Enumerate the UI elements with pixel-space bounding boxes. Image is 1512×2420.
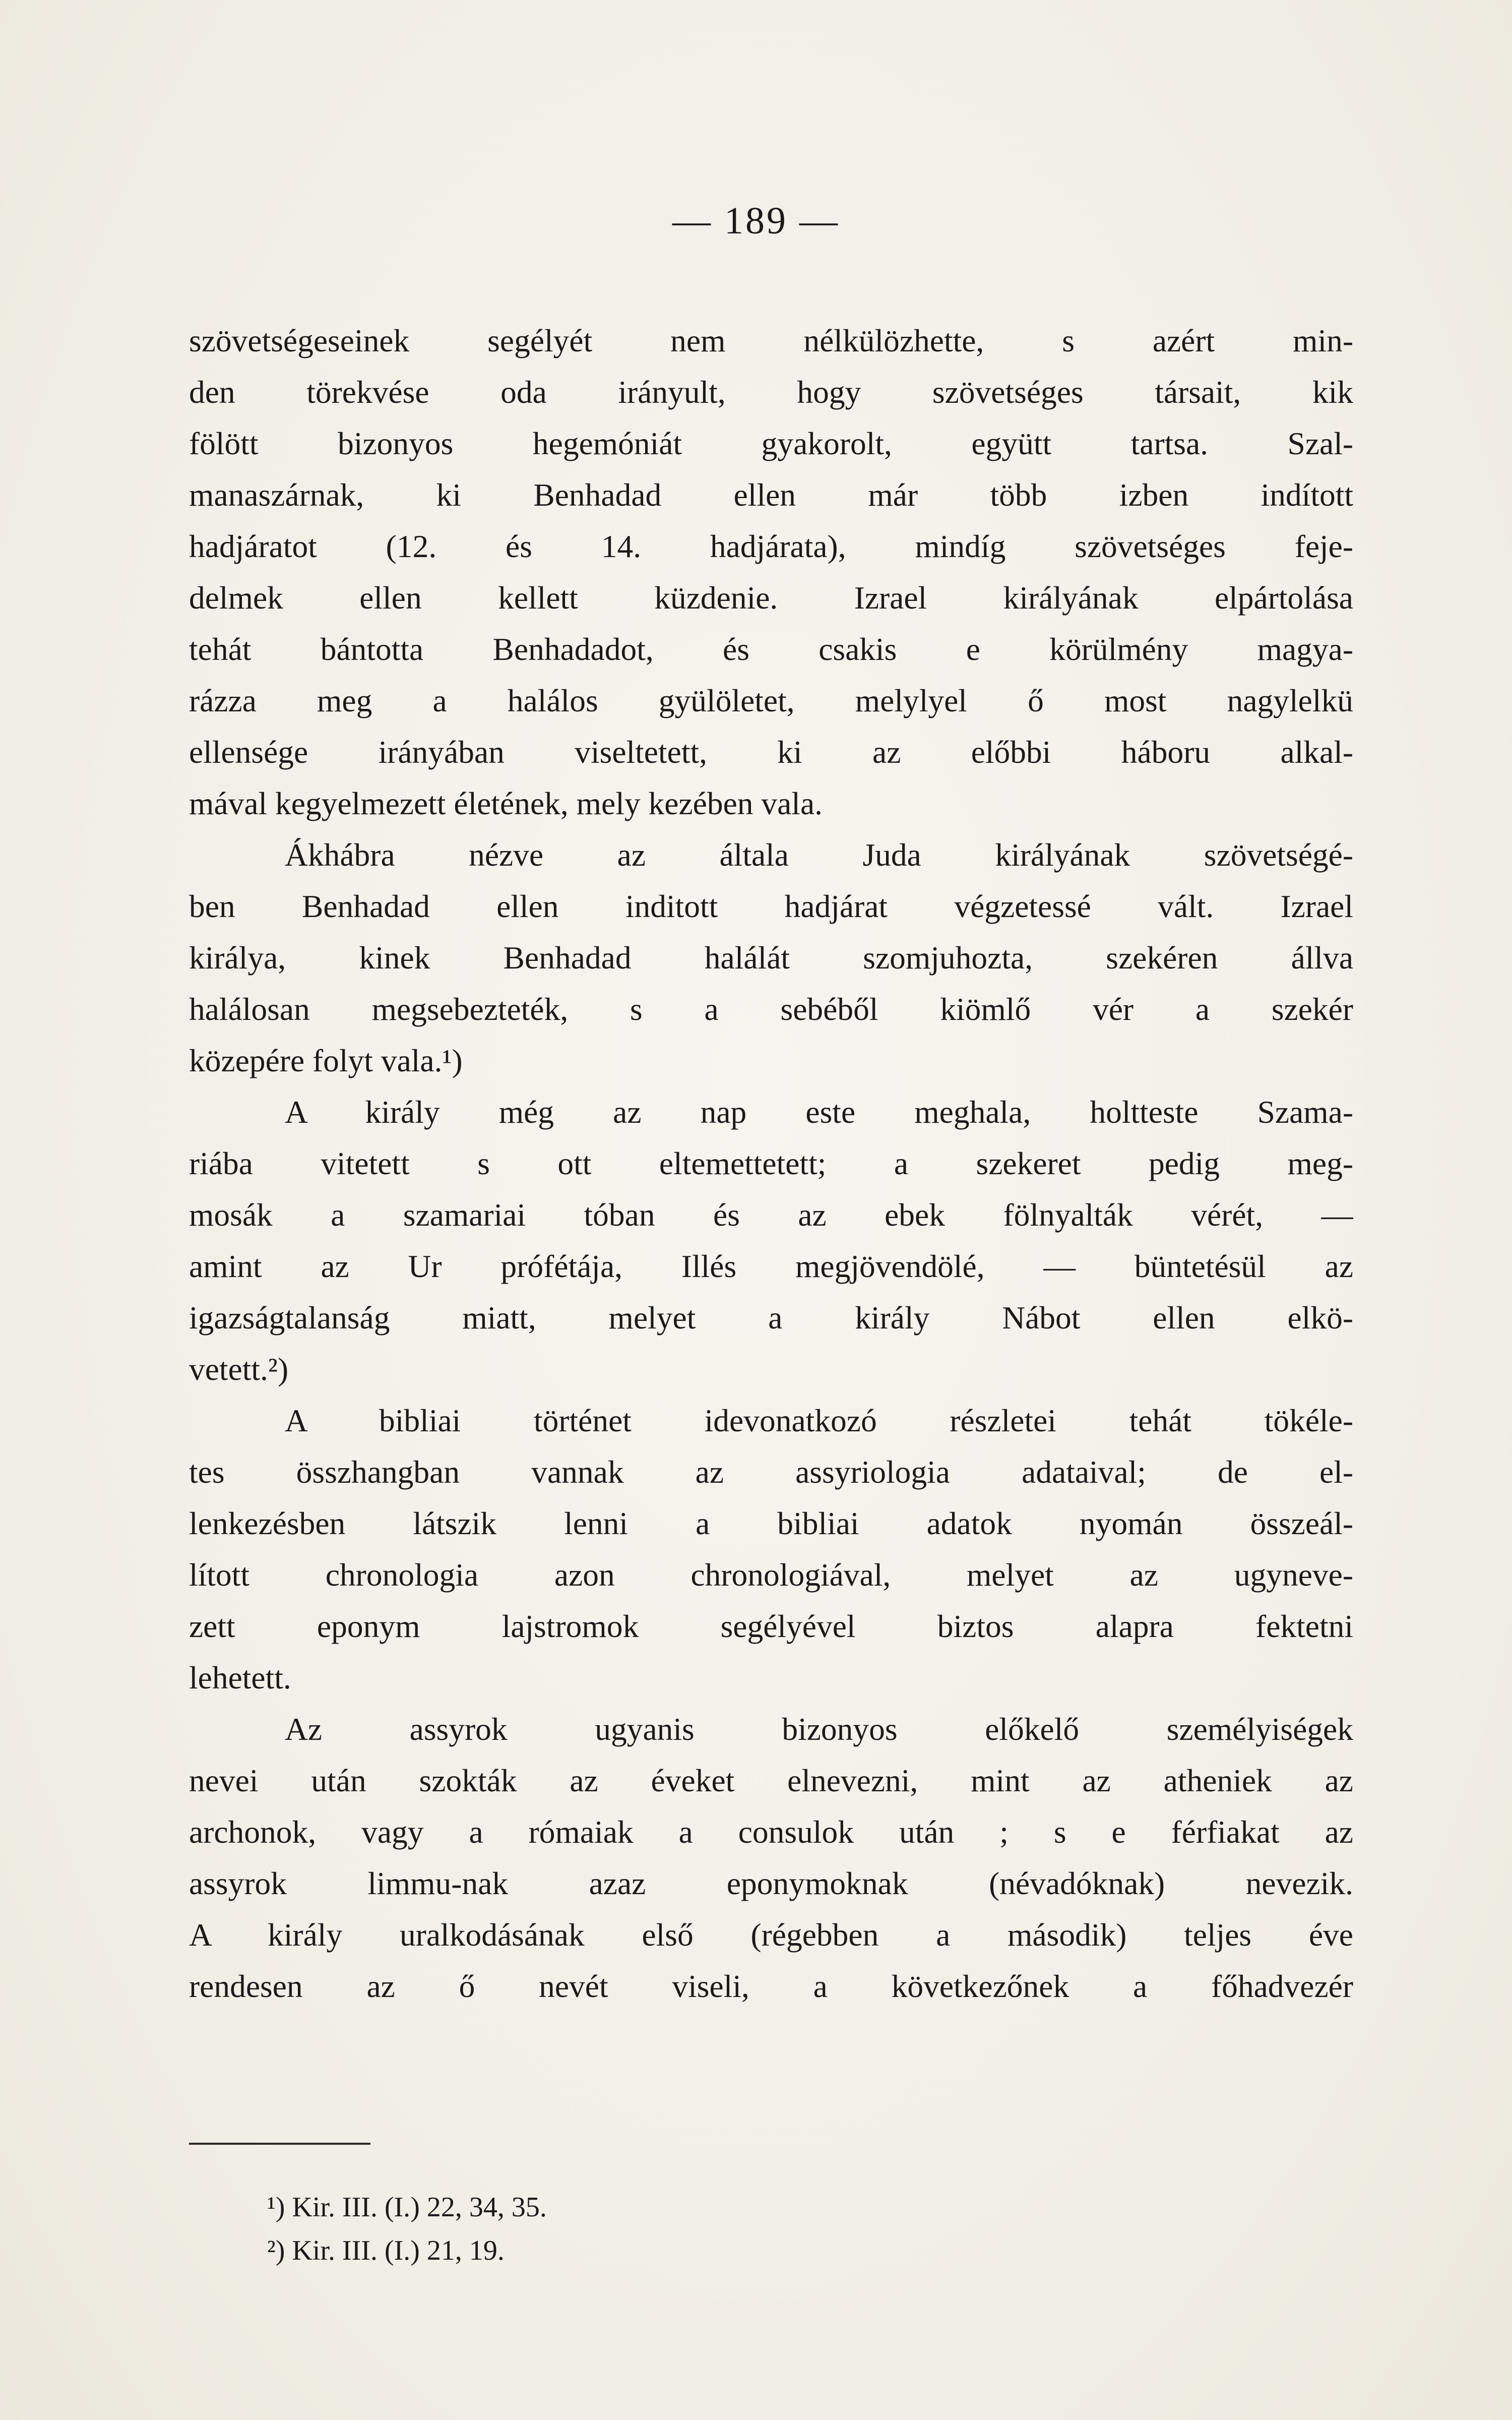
text-line: vetett.²) bbox=[189, 1351, 289, 1387]
text-line: közepére folyt vala.¹) bbox=[189, 1043, 463, 1078]
footnote-separator bbox=[189, 2143, 370, 2145]
text-line: fölött bizonyos hegemóniát gyakorolt, együtt tartsa. Szal- bbox=[189, 426, 1353, 461]
text-line: tes összhangban vannak az assyriologia adataival; de el- bbox=[189, 1454, 1353, 1490]
text-line: mával kegyelmezett életének, mely kezében vala. bbox=[189, 785, 823, 821]
text-line: Ákhábra nézve az általa Juda királyának szövetségé- bbox=[285, 837, 1353, 873]
text-line: rendesen az ő nevét viseli, a következőnek a főhadvezér bbox=[189, 1968, 1353, 2004]
text-line: manaszárnak, ki Benhadad ellen már több izben indított bbox=[189, 477, 1353, 513]
text-line: ben Benhadad ellen inditott hadjárat végzetessé vált. Izrael bbox=[189, 888, 1353, 924]
text-line: assyrok limmu-nak azaz eponymoknak (névadóknak) nevezik. bbox=[189, 1865, 1353, 1901]
text-line: A király még az nap este meghala, holtteste Szama- bbox=[285, 1094, 1353, 1130]
footnote-2: ²) Kir. III. (I.) 21, 19. bbox=[267, 2235, 505, 2266]
text-line: királya, kinek Benhadad halálát szomjuhozta, szekéren állva bbox=[189, 940, 1353, 976]
text-line: mosák a szamariai tóban és az ebek fölnyalták vérét, — bbox=[189, 1197, 1353, 1233]
text-line: archonok, vagy a rómaiak a consulok után ; s e férfiakat az bbox=[189, 1814, 1353, 1850]
footnote-1: ¹) Kir. III. (I.) 22, 34, 35. bbox=[267, 2192, 547, 2223]
text-line: den törekvése oda irányult, hogy szövetséges társait, kik bbox=[189, 374, 1353, 410]
text-line: szövetségeseinek segélyét nem nélkülözhette, s azért min- bbox=[189, 323, 1353, 358]
text-line: tehát bántotta Benhadadot, és csakis e körülmény magya- bbox=[189, 631, 1353, 667]
page-number: — 189 — bbox=[672, 200, 840, 242]
text-line: A király uralkodásának első (régebben a második) teljes éve bbox=[189, 1917, 1353, 1953]
text-line: halálosan megsebezteték, s a sebéből kiömlő vér a szekér bbox=[189, 991, 1353, 1027]
text-line: riába vitetett s ott eltemettetett; a szekeret pedig meg- bbox=[189, 1145, 1353, 1181]
body-text bbox=[189, 315, 1353, 2012]
footnotes bbox=[267, 2186, 547, 2272]
text-line: lehetett. bbox=[189, 1660, 291, 1696]
text-line: rázza meg a halálos gyülöletet, melylyel ő most nagylelkü bbox=[189, 683, 1353, 718]
text-line: A bibliai történet idevonatkozó részletei tehát tökéle- bbox=[285, 1403, 1353, 1438]
text-line: ellensége irányában viseltetett, ki az előbbi háboru alkal- bbox=[189, 734, 1353, 770]
text-line: hadjáratot (12. és 14. hadjárata), mindíg szövetséges feje- bbox=[189, 528, 1353, 564]
text-line: amint az Ur prófétája, Illés megjövendölé, — büntetésül az bbox=[189, 1248, 1353, 1284]
text-line: lenkezésben látszik lenni a bibliai adatok nyomán összeál- bbox=[189, 1505, 1353, 1541]
text-line: Az assyrok ugyanis bizonyos előkelő személyiségek bbox=[285, 1711, 1353, 1747]
text-line: lított chronologia azon chronologiával, melyet az ugyneve- bbox=[189, 1557, 1353, 1593]
text-line: delmek ellen kellett küzdenie. Izrael királyának elpártolása bbox=[189, 580, 1353, 616]
text-line: igazságtalanság miatt, melyet a király Nábot ellen elkö- bbox=[189, 1300, 1353, 1336]
text-line: nevei után szokták az éveket elnevezni, mint az atheniek az bbox=[189, 1763, 1353, 1798]
text-line: zett eponym lajstromok segélyével biztos alapra fektetni bbox=[189, 1608, 1353, 1644]
